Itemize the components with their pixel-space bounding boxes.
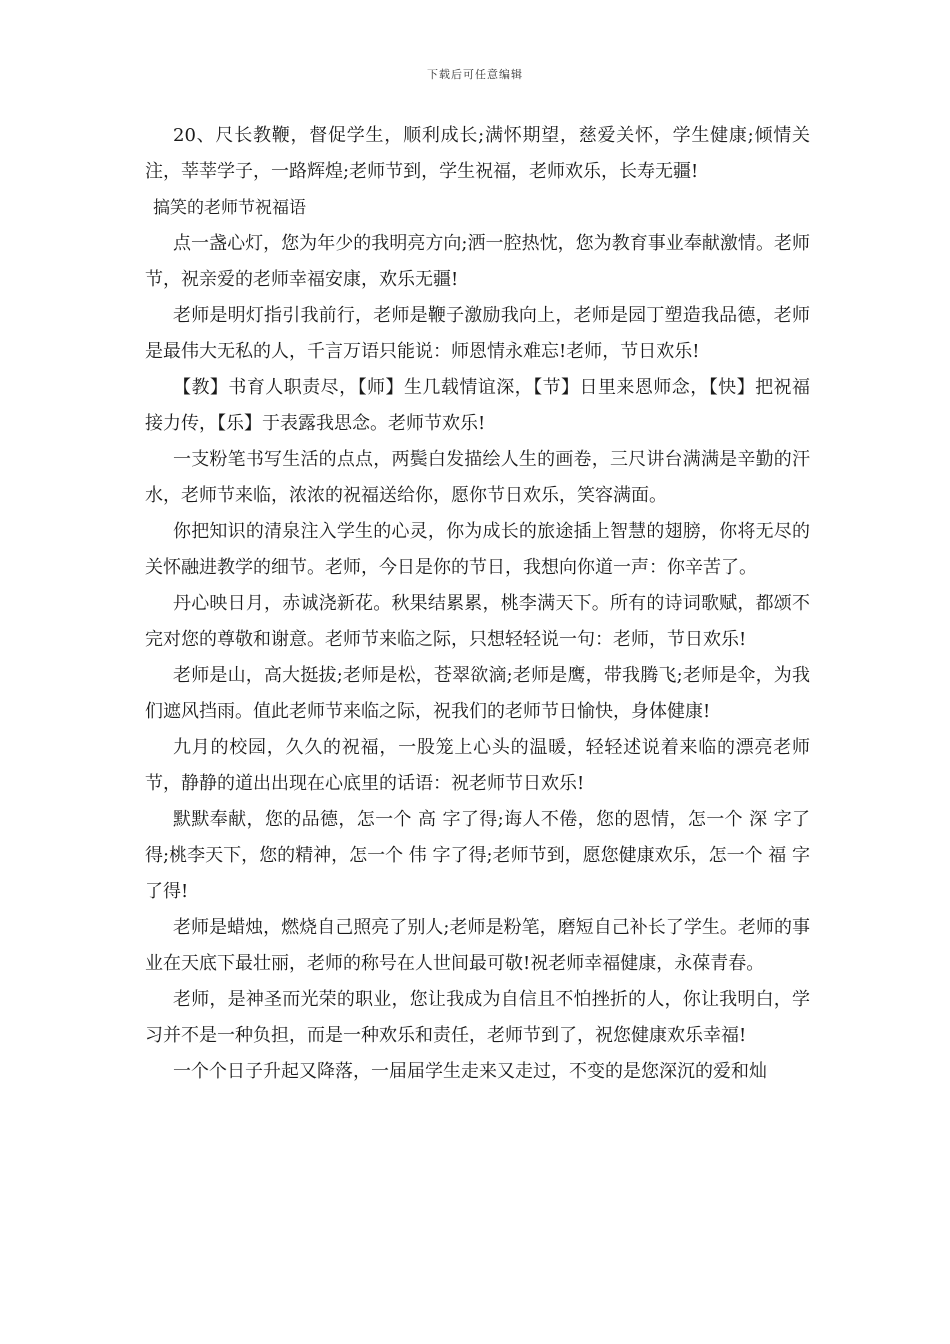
paragraph: 一支粉笔书写生活的点点，两鬓白发描绘人生的画卷，三尺讲台满满是辛勤的汗水，老师节来临，浓浓的祝福送给你，愿你节日欢乐，笑容满面。 (145, 449, 810, 506)
paragraph: 丹心映日月，赤诚浇新花。秋果结累累，桃李满天下。所有的诗词歌赋，都颂不完对您的尊敬和谢意。老师节来临之际，只想轻轻说一句：老师，节日欢乐! (145, 593, 810, 650)
paragraph: 老师是明灯指引我前行，老师是鞭子激励我向上，老师是园丁塑造我品德，老师是最伟大无私的人，千言万语只能说：师恩情永难忘!老师，节日欢乐! (145, 305, 810, 362)
paragraph: 一个个日子升起又降落，一届届学生走来又走过，不变的是您深沉的爱和灿 (173, 1061, 767, 1082)
paragraph: 【教】书育人职责尽，【师】生几载情谊深，【节】日里来恩师念，【快】把祝福接力传，【乐】于表露我思念。老师节欢乐! (145, 377, 810, 434)
header-note: 下载后可任意编辑 (427, 68, 523, 81)
section-subheading: 搞笑的老师节祝福语 (153, 198, 306, 218)
paragraph: 点一盏心灯，您为年少的我明亮方向;洒一腔热忱，您为教育事业奉献激情。老师节，祝亲爱的老师幸福安康，欢乐无疆! (145, 233, 810, 290)
paragraph-20: 20、尺长教鞭，督促学生，顺利成长;满怀期望，慈爱关怀，学生健康;倾情关注，莘莘学子，一路辉煌;老师节到，学生祝福，老师欢乐，长寿无疆! (145, 125, 810, 182)
paragraph: 老师，是神圣而光荣的职业，您让我成为自信且不怕挫折的人，你让我明白，学习并不是一种负担，而是一种欢乐和责任，老师节到了，祝您健康欢乐幸福! (145, 989, 810, 1046)
document-body (145, 118, 810, 1090)
paragraph: 九月的校园，久久的祝福，一股笼上心头的温暖，轻轻述说着来临的漂亮老师节，静静的道出出现在心底里的话语：祝老师节日欢乐! (145, 737, 810, 794)
paragraph: 老师是山，高大挺拔;老师是松，苍翠欲滴;老师是鹰，带我腾飞;老师是伞，为我们遮风挡雨。值此老师节来临之际，祝我们的老师节日愉快，身体健康! (145, 665, 810, 722)
paragraph: 默默奉献，您的品德，怎一个 高 字了得;诲人不倦，您的恩情，怎一个 深 字了得;桃李天下，您的精神，怎一个 伟 字了得;老师节到，愿您健康欢乐，怎一个 福 字了得! (145, 809, 811, 902)
paragraph: 你把知识的清泉注入学生的心灵，你为成长的旅途插上智慧的翅膀，你将无尽的关怀融进教学的细节。老师，今日是你的节日，我想向你道一声：你辛苦了。 (145, 521, 810, 578)
paragraph: 老师是蜡烛，燃烧自己照亮了别人;老师是粉笔，磨短自己补长了学生。老师的事业在天底下最壮丽，老师的称号在人世间最可敬!祝老师幸福健康，永葆青春。 (145, 917, 810, 974)
